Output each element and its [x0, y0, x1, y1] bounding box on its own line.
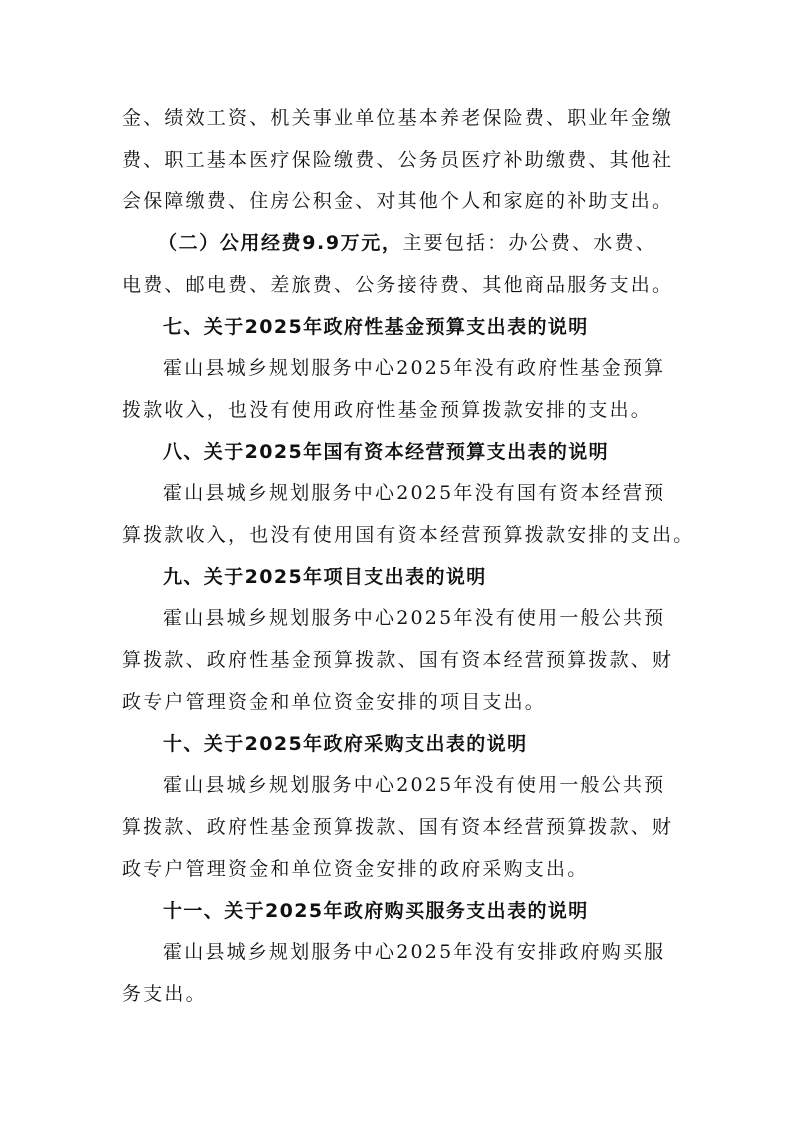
paragraph-line	[0, 228, 793, 258]
paragraph-line: 算拨款、政府性基金预算拨款、国有资本经营预算拨款、财	[122, 816, 674, 838]
paragraph-line: 算拨款、政府性基金预算拨款、国有资本经营预算拨款、财	[122, 649, 674, 671]
section-heading: 八、关于2025年国有资本经营预算支出表的说明	[163, 441, 610, 463]
public-funds-lead: （二）公用经费9.9万元，	[158, 232, 403, 254]
paragraph-line: 费、职工基本医疗保险缴费、公务员医疗补助缴费、其他社	[122, 149, 674, 171]
paragraph-line: 霍山县城乡规划服务中心2025年没有使用一般公共预	[163, 607, 666, 629]
paragraph-line: 政专户管理资金和单位资金安排的项目支出。	[122, 691, 547, 713]
section-heading: 七、关于2025年政府性基金预算支出表的说明	[163, 316, 589, 338]
section-heading: 十、关于2025年政府采购支出表的说明	[163, 733, 528, 755]
paragraph-line: 霍山县城乡规划服务中心2025年没有国有资本经营预	[163, 482, 666, 504]
paragraph-line: 拨款收入，也没有使用政府性基金预算拨款安排的支出。	[122, 399, 653, 421]
paragraph-line: 政专户管理资金和单位资金安排的政府采购支出。	[122, 858, 589, 880]
paragraph-line: 务支出。	[122, 983, 207, 1005]
paragraph-line: 会保障缴费、住房公积金、对其他个人和家庭的补助支出。	[122, 190, 674, 212]
paragraph-line: 霍山县城乡规划服务中心2025年没有安排政府购买服	[163, 941, 666, 963]
paragraph-line: 金、绩效工资、机关事业单位基本养老保险费、职业年金缴	[122, 107, 674, 129]
paragraph-line: 电费、邮电费、差旅费、公务接待费、其他商品服务支出。	[122, 274, 674, 296]
public-funds-text: 主要包括：办公费、水费、	[402, 232, 657, 254]
paragraph-line: 算拨款收入，也没有使用国有资本经营预算拨款安排的支出。	[122, 524, 695, 546]
section-heading: 九、关于2025年项目支出表的说明	[163, 566, 487, 588]
paragraph-line: 霍山县城乡规划服务中心2025年没有政府性基金预算	[163, 357, 666, 379]
section-heading: 十一、关于2025年政府购买服务支出表的说明	[163, 900, 589, 922]
paragraph-line: 霍山县城乡规划服务中心2025年没有使用一般公共预	[163, 774, 666, 796]
